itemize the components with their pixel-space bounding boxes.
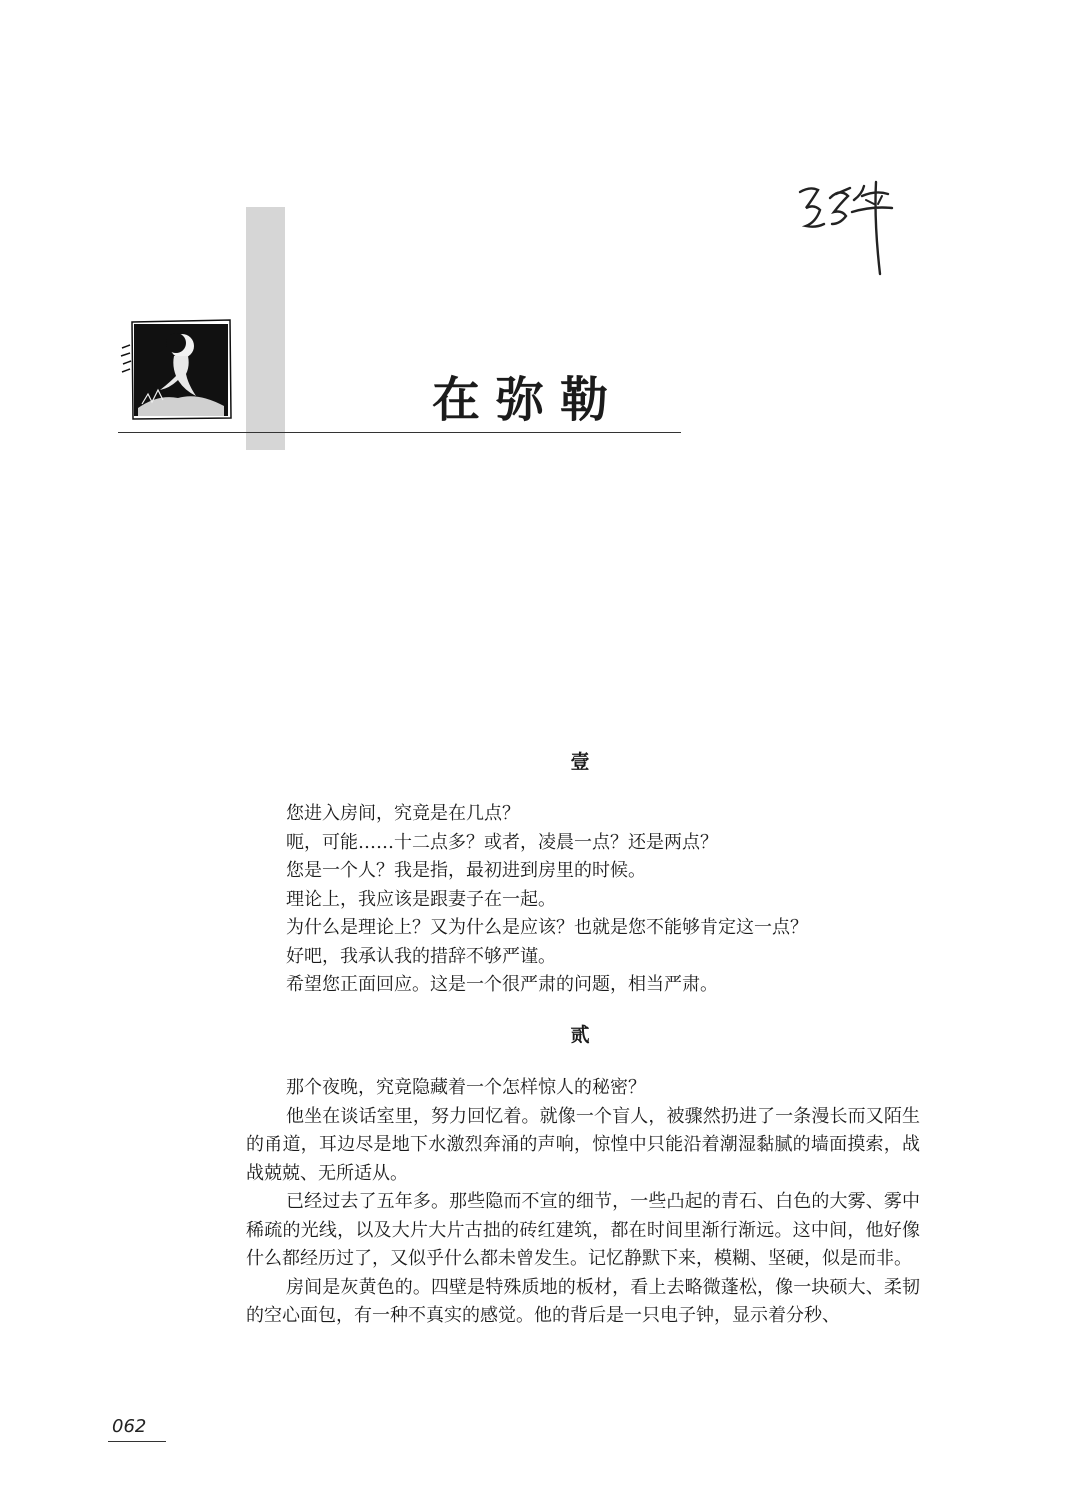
page-number: 062 [112,1416,147,1437]
section-2-body [246,1074,920,1331]
dialogue-line: 希望您正面回应。这是一个很严肃的问题，相当严肃。 [286,974,718,995]
paragraph: 他坐在谈话室里，努力回忆着。就像一个盲人，被骤然扔进了一条漫长而又陌生的甬道，耳边尽是地下水激烈奔涌的声响，惊惶中只能沿着潮湿黏腻的墙面摸索，战战兢兢、无所适从。 [246,1105,920,1184]
paragraph: 房间是灰黄色的。四壁是特殊质地的板材，看上去略微蓬松，像一块硕大、柔韧的空心面包，有一种不真实的感觉。他的背后是一只电子钟，显示着分秒、 [246,1276,920,1326]
article-title: 在弥勒 [432,372,625,428]
section-1-dialogue [286,800,936,1000]
dialogue-line: 为什么是理论上？又为什么是应该？也就是您不能够肯定这一点？ [286,917,808,938]
dialogue-line: 您进入房间，究竟是在几点？ [286,803,520,824]
decorative-gray-bar [246,207,285,450]
moon-figure-illustration [118,318,238,426]
section-heading-1: 壹 [570,751,590,773]
dialogue-line: 呃，可能……十二点多？或者，凌晨一点？还是两点？ [286,831,718,853]
title-rule [118,432,681,433]
paragraph: 已经过去了五年多。那些隐而不宣的细节，一些凸起的青石、白色的大雾、雾中稀疏的光线，以及大片大片古拙的砖红建筑，都在时间里渐行渐远。这中间，他好像什么都经历过了，又似乎什么都未曾发生。记忆静默下来，模糊、坚硬，似是而非。 [246,1191,920,1269]
section-heading-2: 贰 [570,1024,590,1046]
author-signature [792,178,912,278]
dialogue-line: 理论上，我应该是跟妻子在一起。 [286,888,556,910]
dialogue-line: 您是一个人？我是指，最初进到房里的时候。 [286,860,646,881]
paragraph: 那个夜晚，究竟隐藏着一个怎样惊人的秘密？ [286,1077,646,1098]
dialogue-line: 好吧，我承认我的措辞不够严谨。 [286,945,556,967]
page-number-rule [108,1441,166,1442]
